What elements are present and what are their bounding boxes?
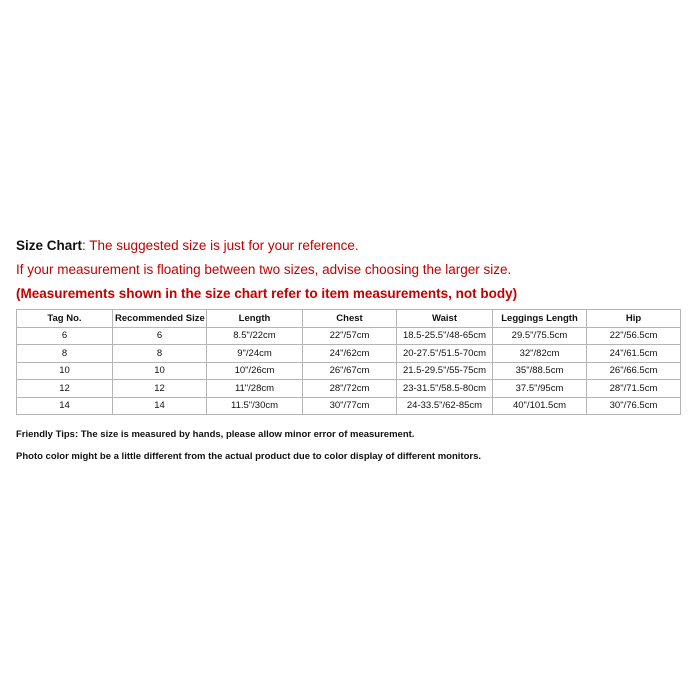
friendly-tip: Friendly Tips: The size is measured by hands, please allow minor error of measurement. [16,429,415,440]
table-cell: 24"/62cm [303,345,397,363]
table-cell: 21.5-29.5"/55-75cm [397,362,493,380]
table-cell: 37.5"/95cm [493,380,587,398]
table-cell: 26"/67cm [303,362,397,380]
header-leggings-length: Leggings Length [493,310,587,328]
table-cell: 28"/71.5cm [587,380,681,398]
floating-size-note: If your measurement is floating between two sizes, advise choosing the larger size. [16,262,512,277]
table-row [17,397,681,415]
table-row [17,362,681,380]
table-cell: 12 [17,380,113,398]
size-chart-intro [16,238,680,254]
table-cell: 11"/28cm [207,380,303,398]
table-cell: 40"/101.5cm [493,397,587,415]
table-cell: 26"/66.5cm [587,362,681,380]
table-row [17,380,681,398]
table-cell: 10"/26cm [207,362,303,380]
table-cell: 30"/76.5cm [587,397,681,415]
table-cell: 6 [17,327,113,345]
header-recommended-size: Recommended Size [113,310,207,328]
header-hip: Hip [587,310,681,328]
header-length: Length [207,310,303,328]
table-cell: 8 [113,345,207,363]
table-cell: 29.5"/75.5cm [493,327,587,345]
photo-color-tip: Photo color might be a little different from the actual product due to color display of different monitors. [16,451,481,462]
header-tag-no: Tag No. [17,310,113,328]
table-cell: 24"/61.5cm [587,345,681,363]
table-cell: 12 [113,380,207,398]
table-cell: 14 [113,397,207,415]
measurement-note: (Measurements shown in the size chart refer to item measurements, not body) [16,286,518,301]
table-cell: 6 [113,327,207,345]
table-cell: 8 [17,345,113,363]
tips-section [16,429,680,463]
table-cell: 24-33.5"/62-85cm [397,397,493,415]
table-cell: 9"/24cm [207,345,303,363]
table-row [17,345,681,363]
table-cell: 8.5"/22cm [207,327,303,345]
table-cell: 20-27.5"/51.5-70cm [397,345,493,363]
size-table [16,309,681,415]
table-cell: 18.5-25.5"/48-65cm [397,327,493,345]
table-cell: 28"/72cm [303,380,397,398]
table-cell: 22"/57cm [303,327,397,345]
table-cell: 35"/88.5cm [493,362,587,380]
size-chart-label: Size Chart [16,238,83,253]
table-row [17,327,681,345]
table-cell: 14 [17,397,113,415]
table-cell: 23-31.5"/58.5-80cm [397,380,493,398]
table-header-row [17,310,681,328]
table-cell: 10 [17,362,113,380]
table-cell: 10 [113,362,207,380]
table-cell: 11.5"/30cm [207,397,303,415]
size-chart-section [16,238,680,473]
table-cell: 30"/77cm [303,397,397,415]
table-cell: 32"/82cm [493,345,587,363]
size-suggestion-note: : The suggested size is just for your reference. [82,238,359,253]
header-chest: Chest [303,310,397,328]
header-waist: Waist [397,310,493,328]
table-cell: 22"/56.5cm [587,327,681,345]
